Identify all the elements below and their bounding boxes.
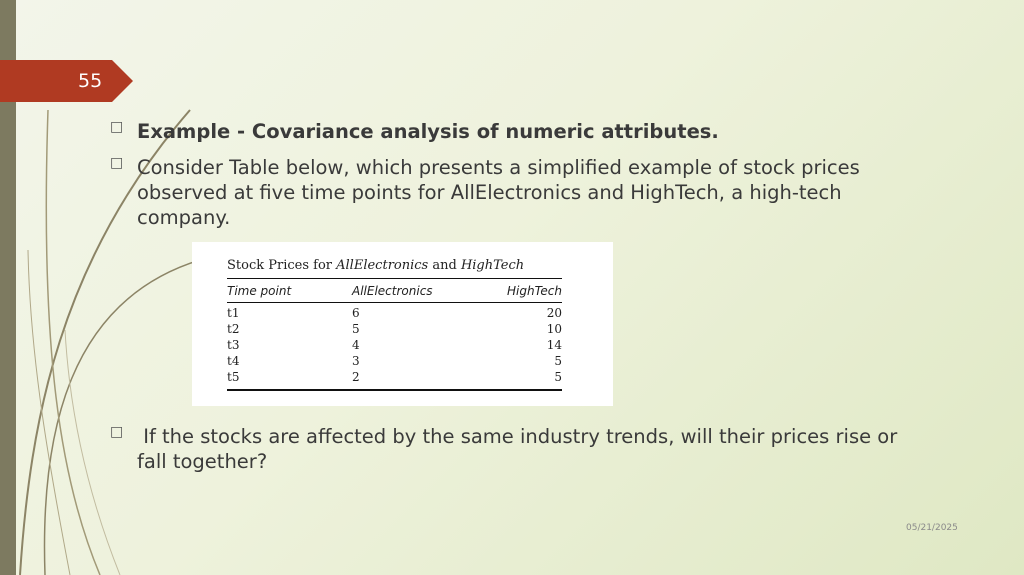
table-bottom-rule xyxy=(227,389,562,391)
table-cell: 5 xyxy=(554,354,562,368)
bullet-text-heading: Example - Covariance analysis of numeric attributes. xyxy=(137,120,719,143)
square-bullet-icon: □ xyxy=(110,155,124,171)
square-bullet-icon: □ xyxy=(110,424,124,440)
table-cell: 3 xyxy=(352,354,360,368)
bullet-text-question: If the stocks are affected by the same industry trends, will their prices rise or fall together? xyxy=(137,425,904,473)
table-cell: t2 xyxy=(227,322,240,336)
table-cell: t4 xyxy=(227,354,240,368)
table-header-time-point: Time point xyxy=(227,284,292,298)
table-cell: 14 xyxy=(546,338,562,352)
slide-number-tab xyxy=(0,60,133,102)
table-cell: 6 xyxy=(352,306,360,320)
caption-company-1: AllElectronics xyxy=(336,258,429,273)
caption-company-2: HighTech xyxy=(460,258,525,273)
square-bullet-icon: □ xyxy=(110,119,124,135)
slide-number: 55 xyxy=(78,70,103,92)
table-cell: 10 xyxy=(546,322,562,336)
table-cell: 5 xyxy=(352,322,360,336)
table-cell: 20 xyxy=(546,306,562,320)
table-caption xyxy=(227,258,524,273)
table-header-rule xyxy=(227,302,562,303)
table-cell: 4 xyxy=(352,338,360,352)
stock-price-table xyxy=(192,242,613,406)
bullet-text-intro: Consider Table below, which presents a simplified example of stock prices observed at five time points for AllElectronics and HighTech, a high-tech company. xyxy=(137,156,860,229)
table-cell: t1 xyxy=(227,306,240,320)
table-header-allelectronics: AllElectronics xyxy=(352,284,433,298)
table-cell: t5 xyxy=(227,370,240,384)
slide-date: 05/21/2025 xyxy=(906,523,958,533)
table-cell: t3 xyxy=(227,338,240,352)
table-header-hightech: HighTech xyxy=(506,284,562,298)
caption-and: and xyxy=(428,258,461,273)
caption-text: Stock Prices for xyxy=(227,258,337,273)
table-cell: 5 xyxy=(554,370,562,384)
table-cell: 2 xyxy=(352,370,360,384)
table-top-rule xyxy=(227,278,562,279)
